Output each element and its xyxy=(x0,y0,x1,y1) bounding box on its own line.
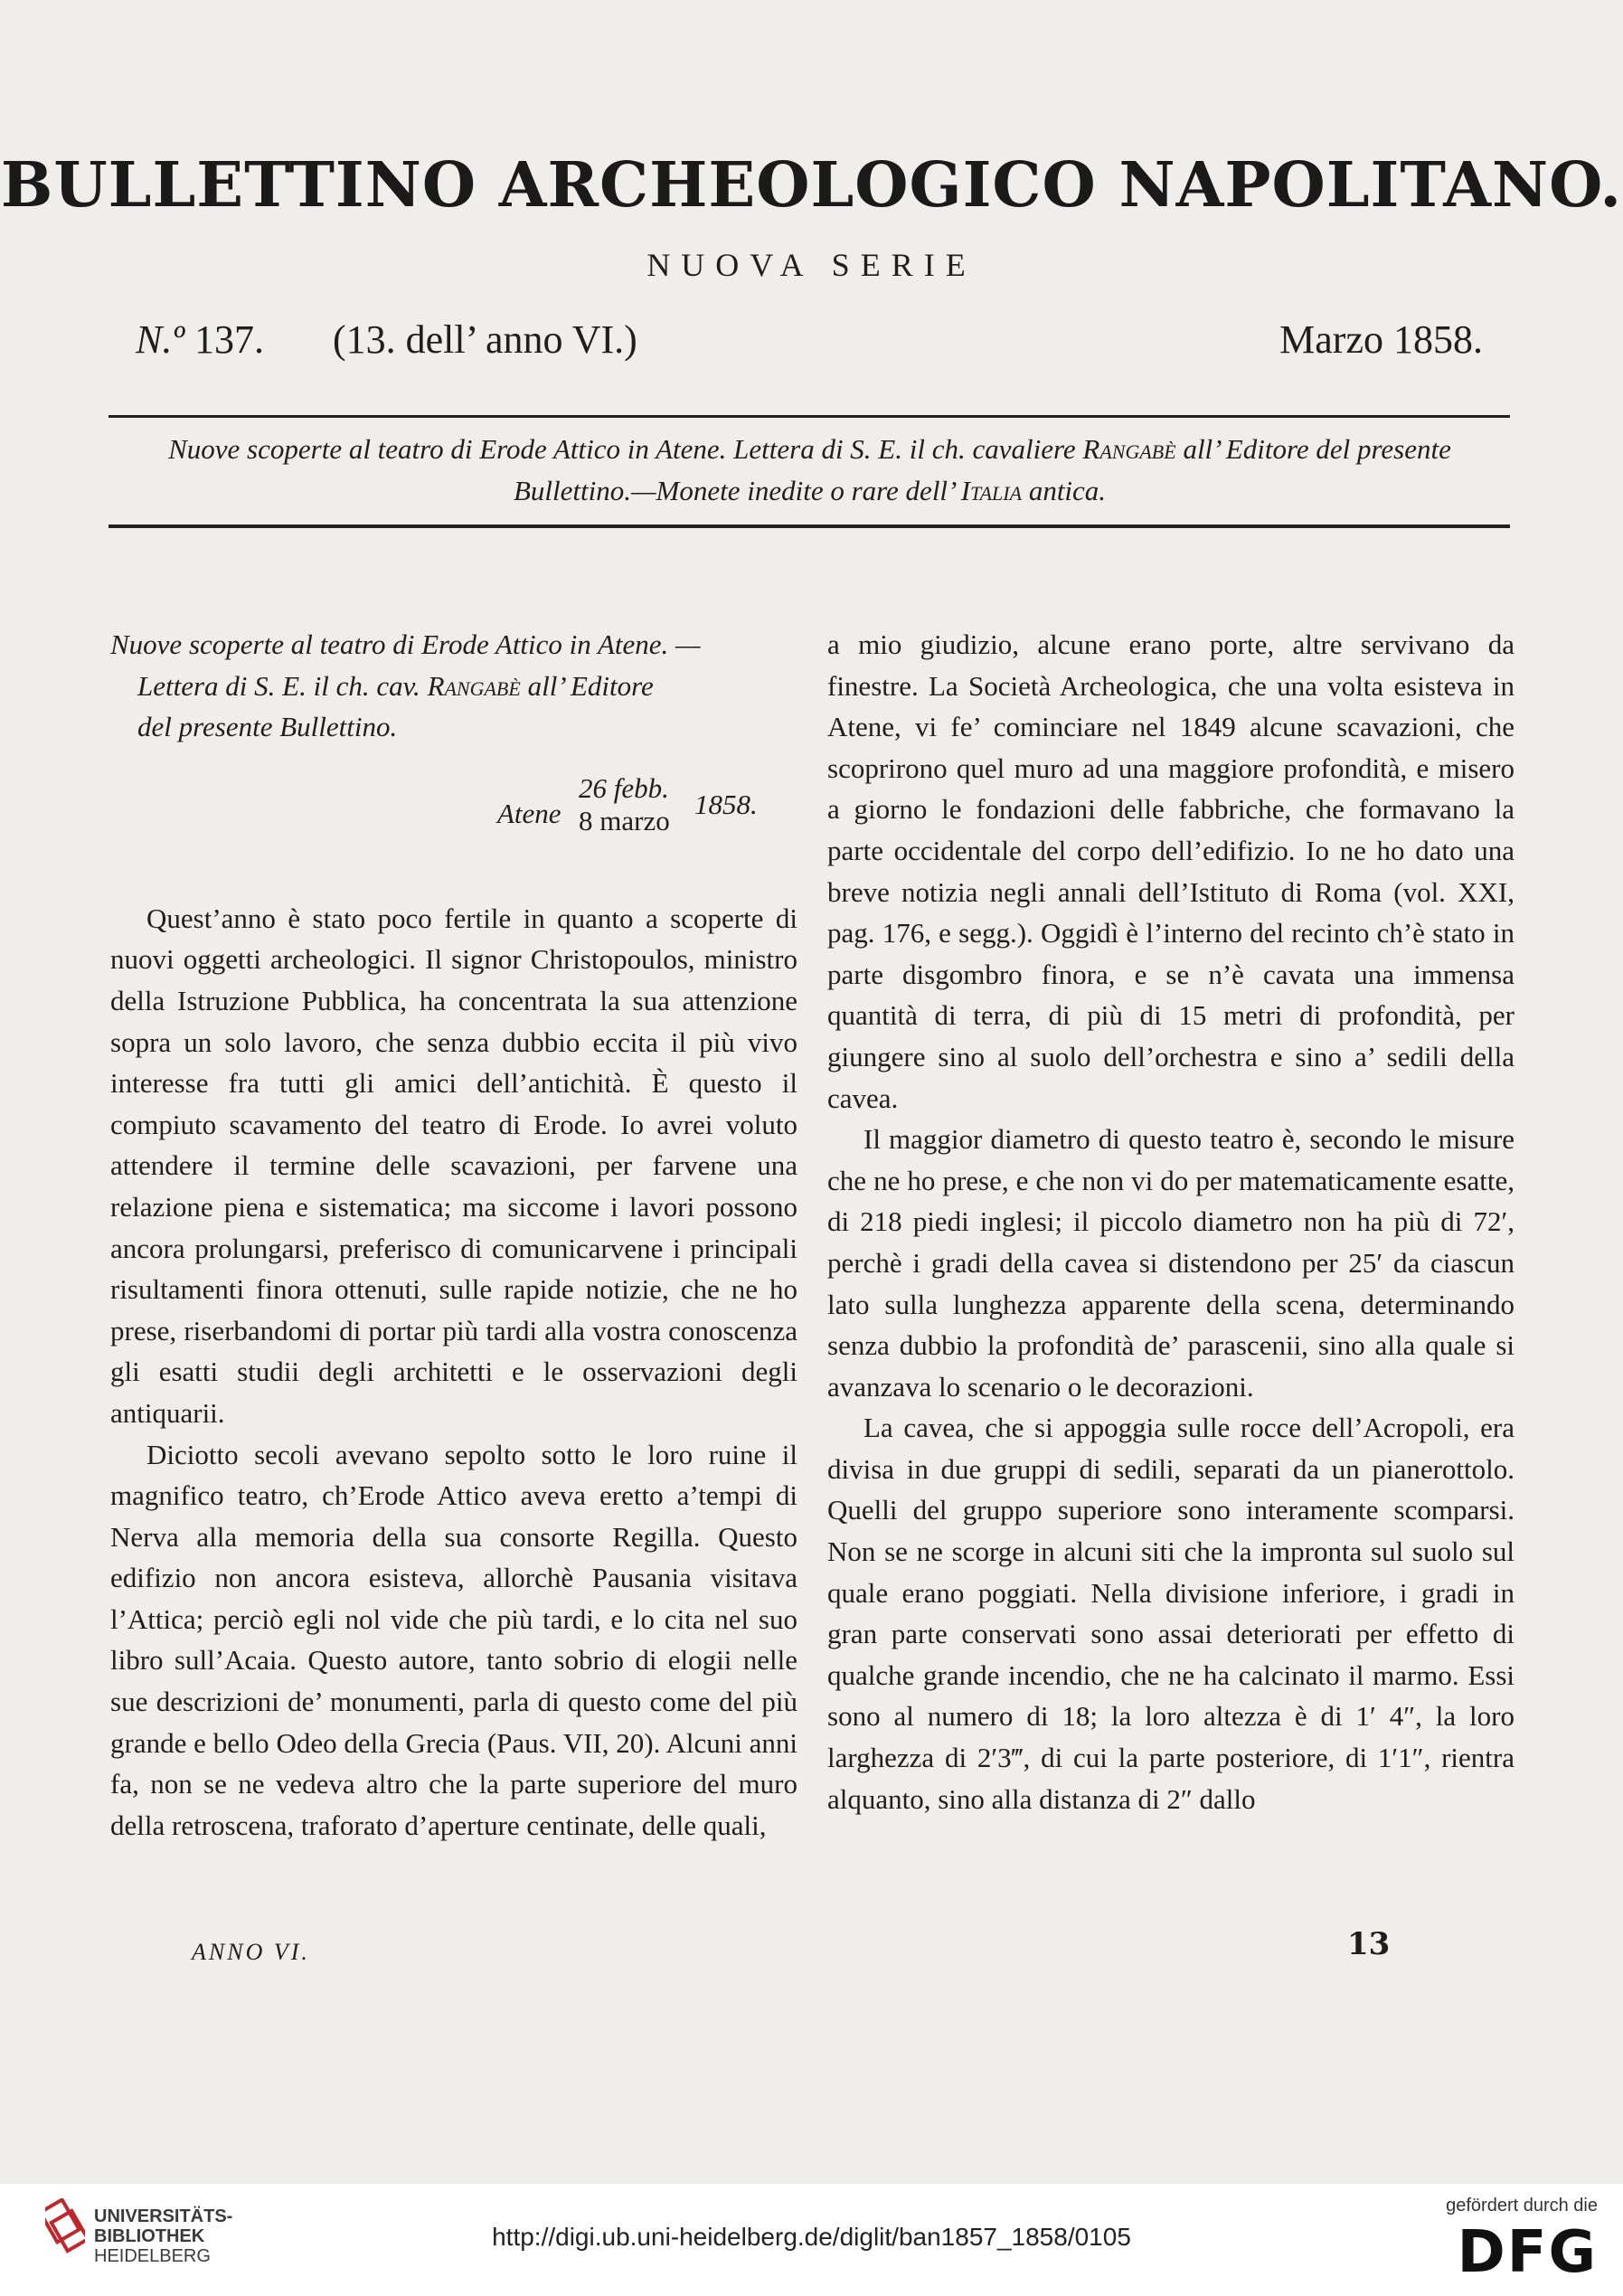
heading-line2a: Lettera di S. E. il ch. cav. xyxy=(137,669,428,702)
dateline-day2: 8 marzo xyxy=(579,804,670,836)
heading-name: Rangabè xyxy=(427,669,521,702)
sheet-number: 13 xyxy=(1347,1926,1391,1962)
sheet-signature: ANNO VI. xyxy=(192,1939,310,1965)
issue-line xyxy=(136,317,1483,371)
institution-line3: HEIDELBERG xyxy=(94,2246,211,2266)
sponsor-caption: gefördert durch die xyxy=(1446,2196,1598,2216)
issue-number xyxy=(136,317,264,363)
heading-line2b: all’ Editore xyxy=(520,669,654,702)
journal-title: BULLETTINO ARCHEOLOGICO NAPOLITANO. xyxy=(0,149,1623,222)
dateline xyxy=(110,768,797,851)
top-rule xyxy=(109,415,1510,418)
summary-name2: Italia xyxy=(960,475,1023,506)
institution-line1: UNIVERSITÄTS- xyxy=(94,2206,233,2226)
right-column xyxy=(827,624,1514,1819)
dateline-year: 1858. xyxy=(694,788,758,820)
issue-prefix: N.º xyxy=(136,317,184,362)
left-column xyxy=(110,624,797,1846)
summary-part2: all’ Editore del presente Bullettino.—Monete inedite o rare dell’ xyxy=(513,433,1451,506)
permalink-url[interactable]: http://digi.ub.uni-heidelberg.de/diglit/ban1857_1858/0105 xyxy=(492,2223,1131,2251)
right-paragraph-2: Il maggior diametro di questo teatro è, secondo le misure che ne ho prese, e che non vi do per matematicamente esatte, di 218 piedi inglesi; il piccolo diametro non ha più di 72′, perchè i gradi della cavea si distendono per 25′ da ciascun lato sulla lunghezza apparente della scena, determinando senza dubbio la profondità de’ parascenii, sino alla quale si avanzava lo scenario o le decorazioni. xyxy=(827,1123,1514,1403)
summary-rule xyxy=(109,524,1510,528)
right-paragraph-1: a mio giudizio, alcune erano porte, altre servivano da finestre. La Società Archeologica, che una volta esisteva in Atene, vi fe’ cominciare nel 1849 alcune scavazioni, che scoprirono quel muro ad una maggiore profondità, e misero a giorno le fondazioni delle fabbriche, che formavano la parte occidentale del corpo dell’edifizio. Io ne ho dato una breve notizia negli annali dell’Istituto di Roma (vol. XXI, pag. 176, e segg.). Oggidì è l’interno del recinto ch’è stato in parte disgombro finora, e se n’è cavata una immensa quantità di terra, di più di 15 metri di profondità, per giungere sino al suolo dell’orchestra e sino a’ sedili della cavea. xyxy=(827,628,1514,1114)
dateline-day1: 26 febb. xyxy=(579,771,669,804)
institution-line2: BIBLIOTHEK xyxy=(94,2226,205,2246)
article-heading xyxy=(110,624,797,748)
left-paragraph-1: Quest’anno è stato poco fertile in quanto a scoperte di nuovi oggetti archeologici. Il signor Christopoulos, ministro della Istruzione Pubblica, ha concentrata la sua attenzione sopra un solo lavoro, che senza dubbio eccita il più vivo interesse fra tutti gli amici dell’antichità. È questo il compiuto scavamento del teatro di Erode. Io avrei voluto attendere il termine delle scavazioni, per farvene una relazione piena e sistematica; ma siccome i lavori possono ancora prolungarsi, preferisco di comunicarvene i principali risultamenti finora ottenuti, sulle rapide notizie, che ne ho prese, riserbandomi di portar più tardi alla vostra conoscenza gli esatti studii degli architetti e le osservazioni degli antiquarii. xyxy=(110,902,797,1429)
issue-year: (13. dell’ anno VI.) xyxy=(333,317,637,362)
heading-line2 xyxy=(110,666,797,707)
left-paragraph-2: Diciotto secoli avevano sepolto sotto le loro ruine il magnifico teatro, ch’Erode Attico aveva eretto a’tempi di Nerva alla memoria della sua consorte Regilla. Questo edifizio non ancora esisteva, allorchè Pausania visitava l’Attica; perciò egli nol vide che più tardi, e lo cita nel suo libro sull’Acaia. Questo autore, tanto sobrio di elogii nelle sue descrizioni de’ monumenti, parla di questo come del più grande e bello Odeo della Grecia (Paus. VII, 20). Alcuni anni fa, non se ne vedeva altro che la parte superiore del muro della retroscena, traforato d’aperture centinate, delle quali, xyxy=(110,1438,797,1841)
right-paragraph-3: La cavea, che si appoggia sulle rocce dell’Acropoli, era divisa in due gruppi di sedili, separati da un pianerottolo. Quelli del gruppo superiore sono interamente scomparsi. Non se ne scorge in alcuni siti che la impronta sul suolo sul quale erano poggiati. Nella divisione inferiore, i gradi in gran parte conservati sono assai deteriorati per effetto di qualche grande incendio, che ne ha calcinato il marmo. Essi sono al numero di 18; la loro altezza è di 1′ 4″, la loro larghezza di 2′3‴, di cui la parte posteriore, di 1′1″, rientra alquanto, sino alla distanza di 2″ dallo xyxy=(827,1412,1514,1815)
heading-line1: Nuove scoperte al teatro di Erode Attico in Atene. — xyxy=(110,628,701,660)
dfg-logo[interactable]: DFG xyxy=(1457,2219,1598,2286)
summary-part1: Nuove scoperte al teatro di Erode Attico in Atene. Lettera di S. E. il ch. cavaliere xyxy=(168,433,1083,465)
issue-number-value: 137. xyxy=(194,317,264,362)
issue-date: Marzo 1858. xyxy=(1279,317,1483,362)
series-label: NUOVA SERIE xyxy=(646,247,977,283)
issue-summary xyxy=(107,429,1513,512)
summary-part3: antica. xyxy=(1022,475,1107,506)
heading-line3: del presente Bullettino. xyxy=(137,711,398,743)
dateline-place: Atene xyxy=(497,797,561,829)
summary-name1: Rangabè xyxy=(1082,433,1176,465)
